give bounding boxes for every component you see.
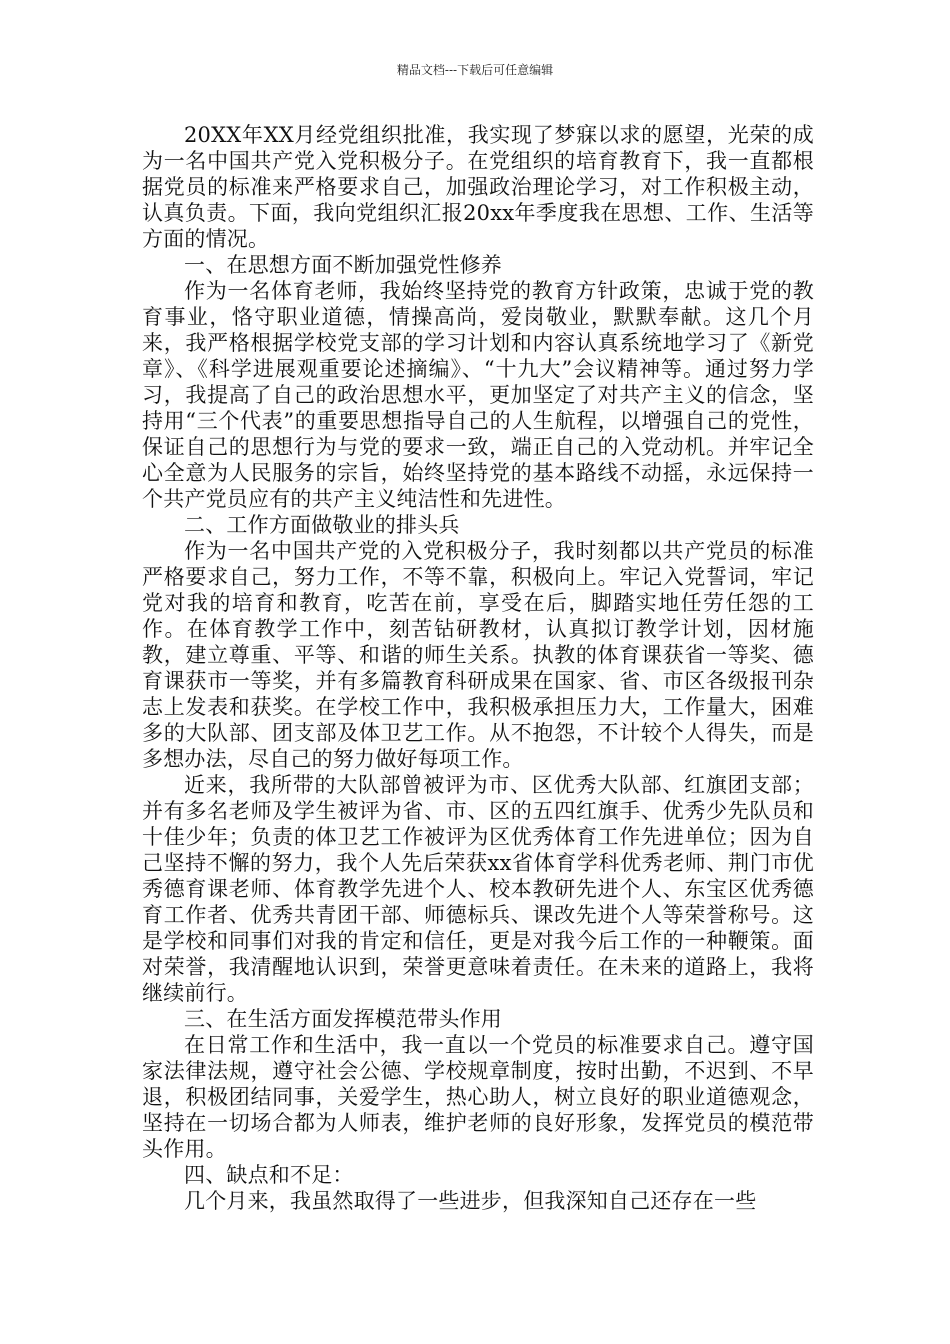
document-body [142, 122, 814, 1214]
paragraph-life: 在日常工作和生活中，我一直以一个党员的标准要求自己。遵守国家法律法规，遵守社会公德、学校规章制度，按时出勤，不迟到、不早退，积极团结同事，关爱学生，热心助人，树立良好的职业道德观念，坚持在一切场合都为人师表，维护老师的良好形象，发挥党员的模范带头作用。 [142, 1033, 814, 1161]
paragraph-shortcomings: 几个月来，我虽然取得了一些进步，但我深知自己还存在一些 [184, 1189, 757, 1213]
paragraph-work: 作为一名中国共产党的入党积极分子，我时刻都以共产党员的标准严格要求自己，努力工作，不等不靠，积极向上。牢记入党誓词，牢记党对我的培育和教育，吃苦在前，享受在后，脚踏实地任劳任怨的工作。在体育教学工作中，刻苦钻研教材，认真拟订教学计划，因材施教，建立尊重、平等、和谐的师生关系。执教的体育课获省一等奖、德育课获市一等奖，并有多篇教育科研成果在国家、省、市区各级报刊杂志上发表和获奖。在学校工作中，我积极承担压力大，工作量大，困难多的大队部、团支部及体卫艺工作。从不抱怨，不计较个人得失，而是多想办法，尽自己的努力做好每项工作。 [142, 539, 814, 771]
paragraph-thought: 作为一名体育老师，我始终坚持党的教育方针政策，忠诚于党的教育事业，恪守职业道德，情操高尚，爱岗敬业，默默奉献。这几个月来，我严格根据学校党支部的学习计划和内容认真系统地学习了《新党章》、《科学进展观重要论述摘编》、“十九大”会议精神等。通过努力学习，我提高了自己的政治思想水平，更加坚定了对共产主义的信念，坚持用“三个代表”的重要思想指导自己的人生航程，以增强自己的党性，保证自己的思想行为与党的要求一致，端正自己的入党动机。并牢记全心全意为人民服务的宗旨，始终坚持党的基本路线不动摇，永远保持一个共产党员应有的共产主义纯洁性和先进性。 [142, 279, 814, 511]
section-heading-1: 一、在思想方面不断加强党性修养 [184, 253, 502, 277]
section-heading-3: 三、在生活方面发挥模范带头作用 [184, 1007, 502, 1031]
page-header: 精品文档---下载后可任意编辑 [396, 63, 554, 77]
section-heading-4: 四、缺点和不足： [184, 1163, 354, 1187]
paragraph-honors: 近来，我所带的大队部曾被评为市、区优秀大队部、红旗团支部；并有多名老师及学生被评为省、市、区的五四红旗手、优秀少先队员和十佳少年；负责的体卫艺工作被评为区优秀体育工作先进单位；因为自己坚持不懈的努力，我个人先后荣获xx省体育学科优秀老师、荆门市优秀德育课老师、体育教学先进个人、校本教研先进个人、东宝区优秀德育工作者、优秀共青团干部、师德标兵、课改先进个人等荣誉称号。这是学校和同事们对我的肯定和信任，更是对我今后工作的一种鞭策。面对荣誉，我清醒地认识到，荣誉更意味着责任。在未来的道路上，我将继续前行。 [142, 773, 814, 1005]
paragraph-intro: 20XX年XX月经党组织批准，我实现了梦寐以求的愿望，光荣的成为一名中国共产党入党积极分子。在党组织的培育教育下，我一直都根据党员的标准来严格要求自己，加强政治理论学习，对工作积极主动，认真负责。下面，我向党组织汇报20xx年季度我在思想、工作、生活等方面的情况。 [142, 123, 814, 251]
section-heading-2: 二、工作方面做敬业的排头兵 [184, 513, 460, 537]
